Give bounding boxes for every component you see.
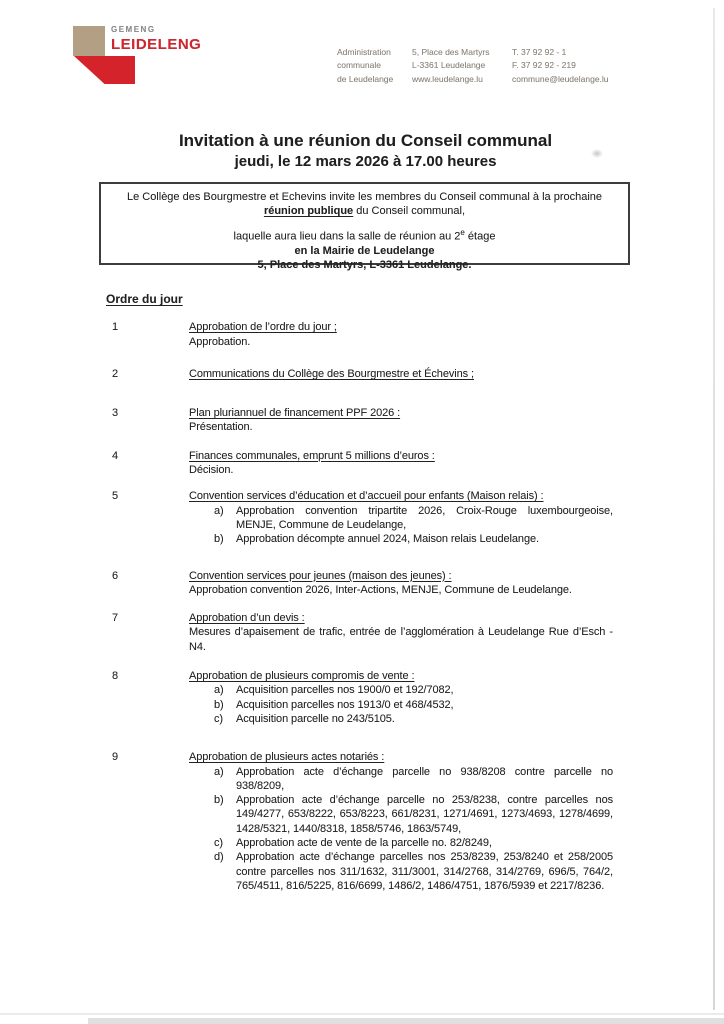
agenda-subitem-8a: [189, 683, 613, 697]
agenda-item-number: 7: [112, 612, 119, 625]
agenda-item-number: 1: [112, 321, 119, 334]
agenda-item-3: [99, 406, 613, 435]
agenda-item-title: Approbation de l’ordre du jour ;: [189, 321, 337, 334]
scan-line-bottom: [0, 1013, 724, 1015]
agenda-subitem-9a: [189, 765, 613, 794]
agenda-item-title: Plan pluriannuel de financement PPF 2026 :: [189, 407, 401, 420]
subitem-letter: c): [214, 837, 223, 850]
agenda-item-title: Communications du Collège des Bourgmestre et Échevins ;: [189, 367, 474, 380]
agenda-item-title: Finances communales, emprunt 5 millions d’euros :: [189, 449, 435, 462]
subitem-text: Acquisition parcelles nos 1913/0 et 468/4532,: [236, 698, 454, 711]
scan-shadow-bottom: [88, 1018, 724, 1024]
invitation-notice-box: [99, 182, 630, 271]
agenda-item-number: 4: [112, 449, 119, 462]
subitem-letter: b): [214, 698, 224, 711]
contact-line: L-3361 Leudelange: [412, 60, 486, 71]
subitem-text: Approbation acte de vente de la parcelle no. 82/8249,: [236, 837, 492, 850]
agenda-item-number: 6: [112, 569, 119, 582]
agenda-item-content: [189, 489, 613, 546]
agenda-item-7: [99, 611, 613, 654]
agenda-item-content: [189, 669, 613, 726]
agenda-item-content: [189, 367, 613, 381]
subitem-text: Approbation convention tripartite 2026, Croix-Rouge luxembourgeoise, MENJE, Commune de Leudelange,: [236, 504, 613, 531]
agenda-item-content: [189, 750, 613, 893]
contact-fax: F. 37 92 92 - 219: [512, 60, 576, 71]
page-title: Invitation à une réunion du Conseil communal: [178, 131, 553, 150]
notice-line-5: 5, Place des Martyrs, L-3361 Leudelange.: [257, 258, 472, 271]
contact-line: communale: [337, 60, 381, 71]
agenda-item-content: [189, 449, 613, 478]
contact-line: Administration: [337, 47, 391, 57]
agenda-item-content: [189, 406, 613, 435]
document-title-block: [99, 131, 632, 170]
scan-edge-line-vertical: [713, 8, 715, 1010]
agenda-item-4: [99, 449, 613, 478]
contact-email: commune@leudelange.lu: [512, 73, 609, 84]
agenda-item-2: [99, 367, 613, 381]
notice-line-2: réunion publique du Conseil communal,: [263, 205, 466, 217]
contact-address: [412, 46, 512, 86]
notice-line-1: Le Collège des Bourgmestre et Echevins invite les membres du Conseil communal à la prochaine: [126, 191, 603, 203]
agenda-item-title: Convention services pour jeunes (maison des jeunes) :: [189, 569, 452, 582]
agenda-item-number: 8: [112, 670, 119, 683]
agenda-item-body: Approbation convention 2026, Inter-Actions, MENJE, Commune de Leudelange.: [189, 583, 572, 596]
subitem-letter: b): [214, 533, 224, 546]
agenda-item-title: Approbation d’un devis :: [189, 612, 305, 625]
agenda-item-body: Présentation.: [189, 421, 253, 434]
subitem-letter: d): [214, 851, 224, 864]
contact-phone: T. 37 92 92 - 1: [512, 47, 567, 57]
agenda-item-1: [99, 320, 613, 349]
agenda-item-body: Approbation.: [189, 335, 251, 348]
agenda-subitem-8b: [189, 698, 613, 712]
notice-line-4: en la Mairie de Leudelange: [294, 244, 435, 257]
logo-red-shape: [74, 56, 135, 84]
subitem-letter: a): [214, 765, 224, 778]
agenda-item-title: Approbation de plusieurs compromis de vente :: [189, 670, 415, 683]
subitem-letter: a): [214, 504, 224, 517]
agenda-subitem-5a: [189, 504, 613, 533]
agenda-item-6: [99, 569, 613, 598]
subitem-letter: a): [214, 684, 224, 697]
subitem-letter: b): [214, 794, 224, 807]
subitem-text: Approbation décompte annuel 2024, Maison relais Leudelange.: [236, 533, 539, 546]
agenda-item-content: [189, 569, 613, 598]
agenda-heading: Ordre du jour: [106, 292, 183, 306]
subitem-text: Acquisition parcelles nos 1900/0 et 192/7082,: [236, 684, 454, 697]
contact-phone-email: [512, 46, 622, 86]
subitem-text: Approbation acte d’échange parcelles nos 253/8239, 253/8240 et 258/2005 contre parcelles nos 311/1632, 311/3001, 314/2768, 314/2769, 696/5, 764/2, 765/4511, 816/5225, 816/6699, 1486/2, 1486/4751, 1876/5939 et 2217/8236.: [236, 851, 613, 892]
subitem-text: Approbation acte d’échange parcelle no 938/8208 contre parcelle no 938/8209,: [236, 765, 613, 792]
agenda-item-9: [99, 750, 613, 893]
agenda-item-body: Mesures d’apaisement de trafic, entrée de l’agglomération à Leudelange Rue d’Esch - N4.: [189, 626, 613, 653]
logo-commune-name: LEIDELENG: [111, 36, 202, 53]
subitem-letter: c): [214, 712, 223, 725]
page-subtitle-date: jeudi, le 12 mars 2026 à 17.00 heures: [234, 153, 497, 170]
notice-reunion-publique: réunion publique: [263, 205, 354, 217]
commune-logo: [73, 25, 283, 95]
contact-line: 5, Place des Martyrs: [412, 47, 490, 57]
agenda-item-content: [189, 611, 613, 654]
contact-line: de Leudelange: [337, 73, 394, 84]
agenda-item-number: 9: [112, 751, 119, 764]
agenda-items-list: [99, 320, 613, 893]
agenda-item-number: 3: [112, 407, 119, 420]
agenda-item-number: 5: [112, 490, 119, 503]
agenda-subitem-9d: [189, 850, 613, 893]
logo-tan-square: [73, 26, 105, 56]
agenda-subitem-5b: [189, 532, 613, 546]
contact-website: www.leudelange.lu: [412, 73, 483, 84]
subitem-text: Acquisition parcelle no 243/5105.: [236, 712, 395, 725]
logo-gemeng-label: GEMENG: [111, 25, 156, 34]
agenda-item-number: 2: [112, 367, 119, 380]
agenda-item-body: Décision.: [189, 464, 234, 477]
agenda-item-content: [189, 320, 613, 349]
logo-text: [111, 25, 201, 53]
contact-administration: [337, 46, 412, 86]
agenda-item-5: [99, 489, 613, 546]
agenda-item-8: [99, 669, 613, 726]
agenda-subitem-8c: [189, 712, 613, 726]
subitem-text: Approbation acte d’échange parcelle no 253/8238, contre parcelles nos 149/4277, 653/8222, 653/8223, 661/8231, 1271/4691, 1273/4693, 1278/4699, 1428/5321, 1440/8318, 1858/5746, 1863/5749,: [236, 794, 613, 835]
agenda-item-title: Convention services d’éducation et d’accueil pour enfants (Maison relais) :: [189, 490, 544, 503]
notice-line-3: laquelle aura lieu dans la salle de réunion au 2e étage: [233, 228, 496, 243]
header-contact-block: [337, 46, 622, 86]
agenda-item-title: Approbation de plusieurs actes notariés :: [189, 751, 385, 764]
agenda-subitem-9b: [189, 793, 613, 836]
agenda-section: [99, 292, 613, 893]
agenda-subitem-9c: [189, 836, 613, 850]
